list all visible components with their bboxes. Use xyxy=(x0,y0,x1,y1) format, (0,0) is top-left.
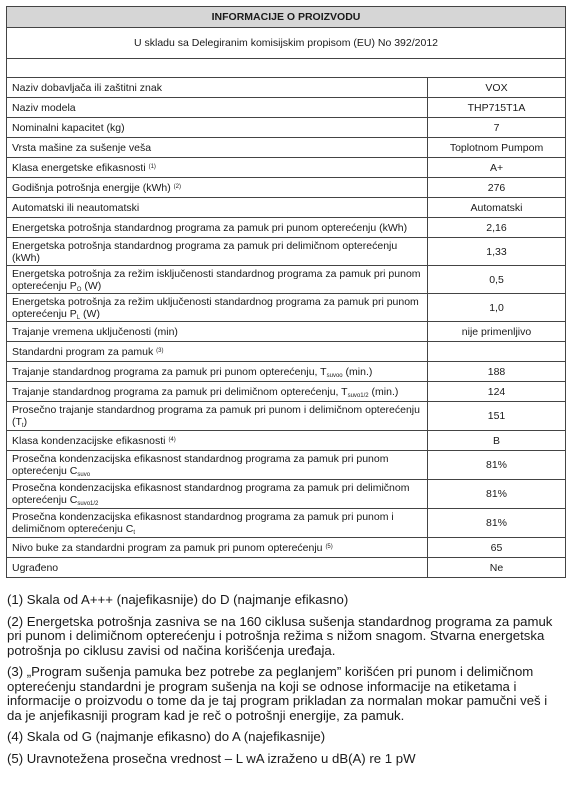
table-row xyxy=(7,118,566,138)
label-subscript: suvoo xyxy=(326,372,343,379)
table-row xyxy=(7,342,566,362)
label-text: Energetska potrošnja za režim uključenosti standardnog programa za pamuk pri punom opterećenju P xyxy=(12,295,419,320)
label-tail: (W) xyxy=(81,279,102,292)
row-label xyxy=(7,238,428,266)
table-row xyxy=(7,138,566,158)
label-text: Prosečna kondenzacijska efikasnost standardnog programa za pamuk pri punom opterećenju C xyxy=(12,453,389,477)
footnote-ref: (4) xyxy=(168,436,176,443)
row-value: 124 xyxy=(428,382,566,402)
label-tail: (min.) xyxy=(342,365,373,378)
label-text: Energetska potrošnja standardnog programa za pamuk pri punom opterećenju (kWh) xyxy=(12,221,408,234)
label-text: Trajanje vremena uključenosti (min) xyxy=(12,325,178,338)
label-text: Trajanje standardnog programa za pamuk pri punom opterećenju, T xyxy=(12,365,327,378)
row-value xyxy=(428,342,566,362)
row-label xyxy=(7,98,428,118)
row-value: nije primenljivo xyxy=(428,322,566,342)
regulation-reference: U skladu sa Delegiranim komisijskim propisom (EU) No 392/2012 xyxy=(7,28,566,59)
footnote-ref: (3) xyxy=(156,347,164,354)
row-value: Ne xyxy=(428,558,566,578)
label-text: Energetska potrošnja za režim isključenosti standardnog programa za pamuk pri punom opterećenju P xyxy=(12,267,421,292)
label-text: Naziv modela xyxy=(12,101,76,114)
table-row xyxy=(7,198,566,218)
row-value: 81% xyxy=(428,451,566,480)
row-label xyxy=(7,431,428,451)
table-row xyxy=(7,558,566,578)
table-row xyxy=(7,158,566,178)
label-subscript: O xyxy=(76,286,82,293)
footnote: (5) Uravnotežena prosečna vrednost – L wA izraženo u dB(A) re 1 pW xyxy=(7,750,416,766)
row-value: 0,5 xyxy=(428,266,566,294)
row-label xyxy=(7,198,428,218)
label-tail: (W) xyxy=(80,307,100,320)
row-label xyxy=(7,322,428,342)
label-text: Naziv dobavljača ili zaštitni znak xyxy=(12,81,162,94)
table-row xyxy=(7,294,566,322)
row-label xyxy=(7,266,428,294)
footnote-ref: (1) xyxy=(148,163,156,170)
footnote-ref: (5) xyxy=(325,543,333,550)
footnotes xyxy=(7,593,563,773)
table-row xyxy=(7,178,566,198)
footnote: (4) Skala od G (najmanje efikasno) do A (najefikasnije) xyxy=(7,729,326,744)
table-row xyxy=(7,322,566,342)
row-value: B xyxy=(428,431,566,451)
row-label xyxy=(7,558,428,578)
footnote: (1) Skala od A+++ (najefikasnije) do D (najmanje efikasno) xyxy=(7,592,349,607)
row-value: A+ xyxy=(428,158,566,178)
row-label xyxy=(7,138,428,158)
label-text: Trajanje standardnog programa za pamuk pri delimičnom opterećenju, T xyxy=(12,385,348,398)
table-row xyxy=(7,509,566,538)
row-value: 2,16 xyxy=(428,218,566,238)
row-label xyxy=(7,78,428,98)
table-row xyxy=(7,98,566,118)
row-label xyxy=(7,451,428,480)
label-text: Godišnja potrošnja energije (kWh) xyxy=(12,181,171,194)
table-row xyxy=(7,451,566,480)
row-value: 188 xyxy=(428,362,566,382)
row-value: VOX xyxy=(428,78,566,98)
table-row xyxy=(7,431,566,451)
row-value: 65 xyxy=(428,538,566,558)
row-label xyxy=(7,362,428,382)
footnote-ref: (2) xyxy=(173,183,182,190)
row-label xyxy=(7,294,428,322)
label-text: Prosečna kondenzacijska efikasnost standardnog programa za pamuk pri punom i delimičnom opterećenju C xyxy=(12,511,394,535)
label-text: Nivo buke za standardni program za pamuk pri punom opterećenju xyxy=(12,541,323,554)
table-row xyxy=(7,362,566,382)
label-text: Nominalni kapacitet (kg) xyxy=(12,121,125,134)
row-label xyxy=(7,178,428,198)
row-label xyxy=(7,158,428,178)
row-value: 1,33 xyxy=(428,238,566,266)
label-subscript: L xyxy=(76,314,81,321)
label-text: Vrsta mašine za sušenje veša xyxy=(12,141,152,154)
label-subscript: t xyxy=(133,530,136,536)
label-subscript: suvo1/2 xyxy=(347,392,369,399)
label-text: Prosečna kondenzacijska efikasnost standardnog programa za pamuk pri delimičnom opterećenju C xyxy=(12,482,410,506)
label-subscript: suvo xyxy=(77,472,91,478)
row-value: 81% xyxy=(428,509,566,538)
table-title: INFORMACIJE O PROIZVODU xyxy=(7,7,566,28)
label-text: Standardni program za pamuk xyxy=(12,345,154,358)
label-subscript: suvo1/2 xyxy=(77,501,99,507)
product-info-table xyxy=(6,6,566,578)
row-label xyxy=(7,382,428,402)
label-subscript: t xyxy=(21,423,24,429)
row-value: 7 xyxy=(428,118,566,138)
table-row xyxy=(7,402,566,431)
footnote: (2) Energetska potrošnja zasniva se na 160 ciklusa sušenja standardnog programa za pamuk pri punom i delimičnom opterećenju i potrošnja režima s nižom snagom. Stvarna energetska potrošnja po ciklusu zavisi od načina korišćenja uređaja. xyxy=(7,613,553,658)
row-label xyxy=(7,218,428,238)
label-tail: ) xyxy=(23,416,28,428)
table-row xyxy=(7,480,566,509)
table-row xyxy=(7,218,566,238)
row-value: THP715T1A xyxy=(428,98,566,118)
label-text: Automatski ili neautomatski xyxy=(12,201,140,214)
label-text: Klasa kondenzacijske efikasnosti xyxy=(12,434,166,447)
row-label xyxy=(7,118,428,138)
row-value: 276 xyxy=(428,178,566,198)
spacer-row xyxy=(7,59,566,78)
row-label xyxy=(7,402,428,431)
label-tail: (min.) xyxy=(368,385,399,398)
row-value: 81% xyxy=(428,480,566,509)
row-value: 151 xyxy=(428,402,566,431)
table-row xyxy=(7,382,566,402)
row-label xyxy=(7,480,428,509)
row-label xyxy=(7,342,428,362)
label-text: Ugrađeno xyxy=(12,561,59,574)
label-text: Klasa energetske efikasnosti xyxy=(12,161,146,174)
label-text: Prosečno trajanje standardnog programa za pamuk pri punom i delimičnom opterećenju (T xyxy=(12,404,420,428)
table-row xyxy=(7,78,566,98)
row-value: Automatski xyxy=(428,198,566,218)
table-row xyxy=(7,238,566,266)
table-row xyxy=(7,266,566,294)
row-label xyxy=(7,509,428,538)
footnote: (3) „Program sušenja pamuka bez potrebe za peglanjem” korišćen pri punom i delimičnom opterećenju standardni je program sušenja na koji se odnose informacije na etiketama i informacije o proizvodu o tome da je taj program prikladan za normalan mokar pamučni veš i da je anjefikasniji program kad je reč o potrošnji energije, za pamuk. xyxy=(7,664,548,723)
row-value: Toplotnom Pumpom xyxy=(428,138,566,158)
table-row xyxy=(7,538,566,558)
row-value: 1,0 xyxy=(428,294,566,322)
row-label xyxy=(7,538,428,558)
label-text: Energetska potrošnja standardnog programa za pamuk pri delimičnom opterećenju (kWh) xyxy=(12,239,398,264)
